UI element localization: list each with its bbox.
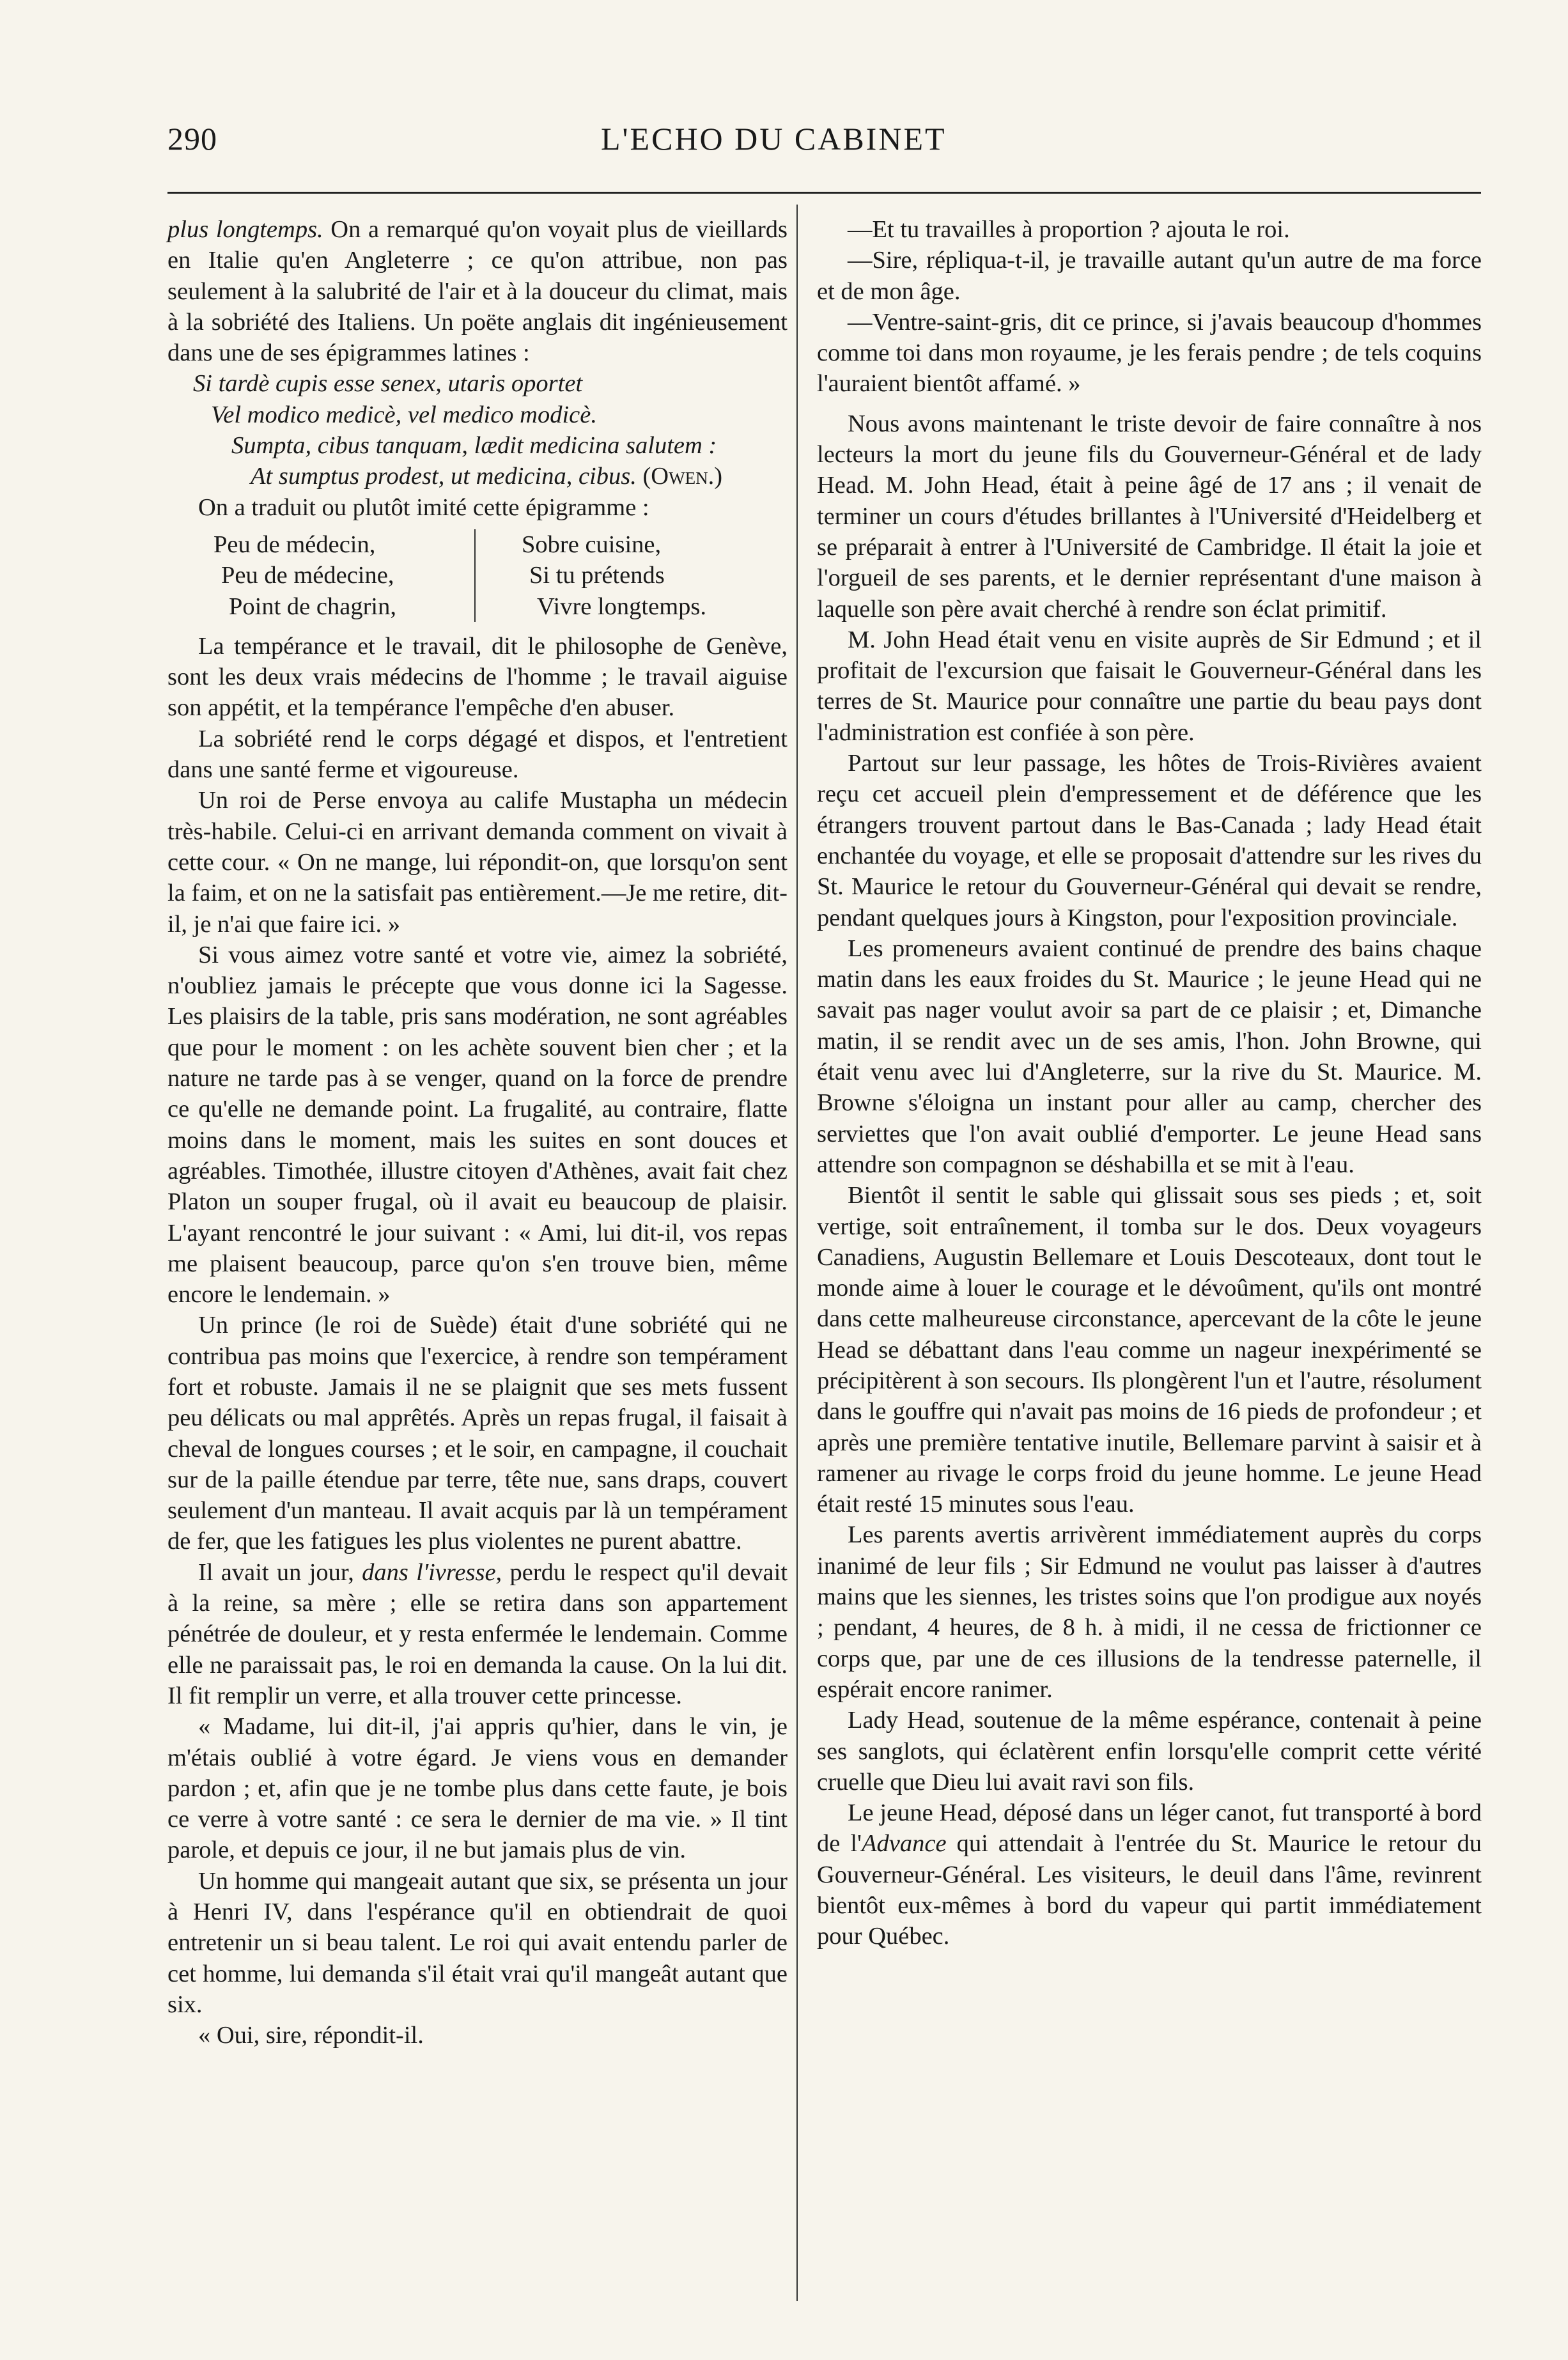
verse-line: Sumpta, cibus tanquam, lædit medicina salutem : <box>231 432 717 460</box>
continued-phrase: plus longtemps. <box>167 216 323 243</box>
verse-line: At sumptus prodest, ut medicina, cibus. (Owen.) <box>251 463 723 490</box>
paragraph: Les promeneurs avaient continué de prendre des bains chaque matin dans les eaux froides du St. Maurice ; le jeune Head qui ne savait pas nager voulut avoir sa part de ce plaisir ; et, Dimanche matin, il se rendit avec un de ses amis, l'hon. John Browne, qui était venu avec lui d'Angleterre, sur la rive du St. Maurice. M. Browne s'éloigna un instant pour aller au camp, chercher des serviettes que l'on avait oublié d'emporter. Le jeune Head sans attendre son compagnon se déshabilla et se mit à l'eau. <box>817 935 1482 1178</box>
epigram-line: Peu de médecine, <box>221 562 394 589</box>
paragraph: Nous avons maintenant le triste devoir de faire connaître à nos lecteurs la mort du jeune fils du Gouverneur-Général et de lady Head. M. John Head, était à peine âgé de 17 ans ; il venait de terminer un cours d'études brillantes à l'Université d'Heidelberg et se préparait à entrer à l'Université de Cambridge. Il était la joie et l'orgueil de ses parents, et le dernier représentant d'une maison à laquelle son père avait cherché à rendre son éclat primitif. <box>817 410 1482 623</box>
paragraph: « Madame, lui dit-il, j'ai appris qu'hier, dans le vin, je m'étais oublié à votre égard. Je viens vous en demander pardon ; et, afin que je ne tombe plus dans cette faute, je bois ce verre à votre santé : ce sera le dernier de ma vie. » Il tint parole, et depuis ce jour, il ne but jamais plus de vin. <box>167 1713 788 1864</box>
paragraph: La tempérance et le travail, dit le philosophe de Genève, sont les deux vrais médecins de l'homme ; le travail aiguise son appétit, et la tempérance l'empêche d'en abuser. <box>167 632 788 722</box>
epigram-line: Point de chagrin, <box>229 593 396 620</box>
paragraph: —Sire, répliqua-t-il, je travaille autant qu'un autre de ma force et de mon âge. <box>817 247 1482 305</box>
ship-name: Advance <box>862 1830 947 1858</box>
french-epigram <box>206 529 788 622</box>
paragraph: Il avait un jour, dans l'ivresse, perdu le respect qu'il devait à la reine, sa mère ; elle se retira dans son appartement pénétrée de douleur, et y resta enfermée le lendemain. Comme elle ne paraissait pas, le roi en demanda la cause. On la lui dit. Il fit remplir un verre, et alla trouver cette princesse. <box>167 1558 788 1709</box>
paragraph: —Et tu travailles à proportion ? ajouta le roi. <box>848 216 1290 243</box>
paragraph: Lady Head, soutenue de la même espérance, contenait à peine ses sanglots, qui éclatèrent enfin lorsqu'elle comprit cette vérité cruelle que Dieu lui avait ravi son fils. <box>817 1707 1482 1796</box>
epigram-line: Si tu prétends <box>529 562 665 589</box>
paragraph: Si vous aimez votre santé et votre vie, aimez la sobriété, n'oubliez jamais le précepte que vous donne ici la Sagesse. Les plaisirs de la table, pris sans modération, ne sont agréables que pour le moment : on les achète souvent bien cher ; et la nature ne tarde pas à se venger, quand on la force de prendre ce qu'elle ne demande point. La frugalité, au contraire, flatte moins dans le moment, mais les suites en sont douces et agréables. Timothée, illustre citoyen d'Athènes, avait fait chez Platon un souper frugal, où il avait eu beaucoup de plaisir. L'ayant rencontré le jour suivant : « Ami, lui dit-il, vos repas me plaisent beaucoup, parce qu'on s'en trouve bien, même encore le lendemain. » <box>167 941 788 1308</box>
paragraph: M. John Head était venu en visite auprès de Sir Edmund ; et il profitait de l'excursion que faisait le Gouverneur-Général dans les terres de St. Maurice pour connaître une partie du beau pays dont l'administration est confiée à son père. <box>817 626 1482 746</box>
verse-line: Vel modico medicè, vel medico modicè. <box>211 401 597 428</box>
right-column <box>817 214 1482 1952</box>
paragraph: Les parents avertis arrivèrent immédiatement auprès du corps inanimé de leur fils ; Sir Edmund ne voulut pas laisser à d'autres mains que les siennes, les tristes soins que l'on prodigue aux noyés ; pendant, 4 heures, de 8 h. à midi, il ne cessa de frictionner ce corps que, par une de ces illusions de la tendresse paternelle, il espérait encore ranimer. <box>817 1521 1482 1703</box>
paragraph: Un roi de Perse envoya au calife Mustapha un médecin très-habile. Celui-ci en arrivant demanda comment on vivait à cette cour. « On ne mange, lui répondit-on, que lorsqu'on sent la faim, et on ne la satisfait pas entièrement.—Je me retire, dit-il, je n'ai que faire ici. » <box>167 787 788 938</box>
paragraph: —Ventre-saint-gris, dit ce prince, si j'avais beaucoup d'hommes comme toi dans mon royaume, je les ferais pendre ; de tels coquins l'auraient bientôt affamé. » <box>817 308 1482 398</box>
paragraph <box>167 214 788 368</box>
paragraph: Bientôt il sentit le sable qui glissait sous ses pieds ; et, soit vertige, soit entraînement, il tomba sur le dos. Deux voyageurs Canadiens, Augustin Bellemare et Louis Descoteaux, dont tout le monde aime à louer le courage et le dévoûment, qu'ils ont montré dans cette malheureuse circonstance, apercevant de la côte le jeune Head se débattant dans l'eau comme un nageur inexpérimenté se précipitèrent à son secours. Ils plongèrent l'un et l'autre, résolument dans le gouffre qui n'avait pas moins de 16 pieds de profondeur ; et après une première tentative inutile, Bellemare parvint à saisir et à ramener au rivage le corps froid du jeune homme. Le jeune Head était resté 15 minutes sous l'eau. <box>817 1182 1482 1518</box>
epigram-line: Peu de médecin, <box>213 531 376 558</box>
verse-line: Si tardè cupis esse senex, utaris oportet <box>193 370 583 398</box>
page-number: 290 <box>167 121 217 157</box>
epigram-column-left <box>206 529 474 622</box>
paragraph: Un prince (le roi de Suède) était d'une sobriété qui ne contribua pas moins que l'exercice, à rendre son tempérament fort et robuste. Jamais il ne se plaignit que ses mets fussent peu délicats ou mal apprêtés. Après un repas frugal, il faisait à cheval de longues courses ; et le soir, en campagne, il couchait sur de la paille étendue par terre, tête nue, sans draps, couvert seulement d'un manteau. Il avait acquis par là un tempérament de fer, que les fatigues les plus violentes ne purent abattre. <box>167 1312 788 1555</box>
verse-source: (Owen.) <box>642 463 723 490</box>
epigram-line: Vivre longtemps. <box>537 593 707 620</box>
column-divider <box>796 205 798 2301</box>
paragraph: « Oui, sire, répondit-il. <box>198 2022 424 2049</box>
italic-phrase: dans l'ivresse, <box>362 1558 502 1586</box>
latin-epigram <box>167 368 788 492</box>
paragraph: Partout sur leur passage, les hôtes de Trois-Rivières avaient reçu cet accueil plein d'empressement et de déférence que les étrangers trouvent partout dans le Bas-Canada ; lady Head était enchantée du voyage, et elle se proposait d'attendre sur les rives du St. Maurice le retour du Gouverneur-Général qui devait se rendre, pendant quelques jours à Kingston, pour l'exposition provinciale. <box>817 750 1482 931</box>
paragraph: Un homme qui mangeait autant que six, se présenta un jour à Henri IV, dans l'espérance qu'il en obtiendrait de quoi entretenir un si beau talent. Le roi qui avait entendu parler de cet homme, lui demanda s'il était vrai qu'il mangeât autant que six. <box>167 1867 788 2018</box>
paragraph: On a traduit ou plutôt imité cette épigramme : <box>198 493 649 521</box>
running-head: L'ECHO DU CABINET <box>601 121 947 157</box>
paragraph-text: On a remarqué qu'on voyait plus de vieillards en Italie qu'en Angleterre ; ce qu'on attribue, non pas seulement à la salubrité de l'air et à la douceur du climat, mais à la sobriété des Italiens. Un poëte anglais dit ingénieusement dans une de ses épigrammes latines : <box>167 216 788 367</box>
epigram-line: Sobre cuisine, <box>522 531 662 558</box>
paragraph: La sobriété rend le corps dégagé et dispos, et l'entretient dans une santé ferme et vigoureuse. <box>167 725 788 784</box>
left-column <box>167 214 788 2051</box>
header-rule <box>167 192 1481 194</box>
epigram-column-right <box>474 529 782 622</box>
paragraph: Le jeune Head, déposé dans un léger canot, fut transporté à bord de l'Advance qui attendait à l'entrée du St. Maurice le retour du Gouverneur-Général. Les visiteurs, le deuil dans l'âme, revinrent bientôt eux-mêmes à bord du vapeur qui partit immédiatement pour Québec. <box>817 1799 1482 1950</box>
